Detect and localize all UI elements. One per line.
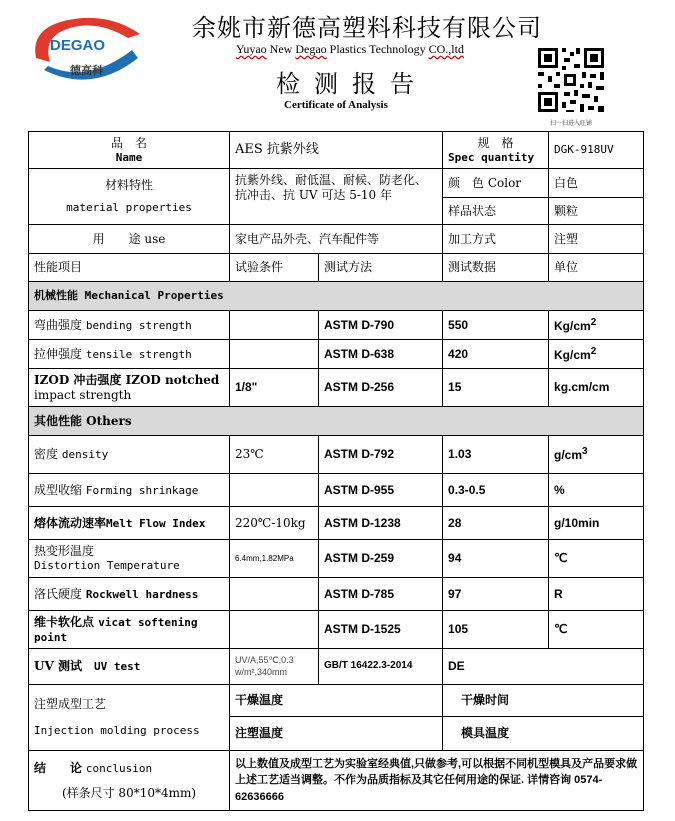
others-section-title: 其他性能 Others — [29, 407, 644, 436]
mold-temp-label: 模具温度 — [443, 717, 644, 751]
row-condition: 23℃ — [230, 436, 319, 474]
spec-label: 规 格 Spec quantity — [443, 132, 549, 169]
dry-temp-label: 干燥温度 — [230, 685, 443, 717]
row-value: DE — [443, 649, 644, 685]
use-label: 用 途 use — [29, 225, 230, 254]
row-method: ASTM D-785 — [319, 578, 443, 611]
conclusion-text: 以上数值及成型工艺为实验室经典值,只做参考,可以根据不同机型模具及产品要求做上述工艺适当调整。不作为品质指标及其它任何用途的保证. 详情咨询 0574-62636666 — [230, 751, 644, 811]
color-value: 白色 — [549, 169, 644, 198]
row-method: ASTM D-259 — [319, 540, 443, 578]
row-method: ASTM D-256 — [319, 369, 443, 407]
table-row — [29, 507, 644, 540]
col-data: 测试数据 — [443, 254, 549, 282]
row-label: 成型收缩 Forming shrinkage — [29, 474, 230, 507]
row-unit: $Kg/cm^2$ — [549, 340, 644, 369]
col-method: 测试方法 — [319, 254, 443, 282]
table-row — [29, 369, 644, 407]
row-label: 热变形温度 Distortion Temperature — [29, 540, 230, 578]
state-value: 颗粒 — [549, 198, 644, 225]
injection-row — [29, 685, 644, 717]
row-value: 420 — [443, 340, 549, 369]
row-label: 洛氏硬度 Rockwell hardness — [29, 578, 230, 611]
row-method: GB/T 16422.3-2014 — [319, 649, 443, 685]
row-label: 维卡软化点 vicat softening point — [29, 611, 230, 649]
conclusion-label: 结 论 conclusion (样条尺寸 80*10*4mm) — [29, 751, 230, 811]
row-unit: % — [549, 474, 644, 507]
mechanical-section-title: 机械性能 Mechanical Properties — [29, 282, 644, 311]
mechanical-section-row — [29, 282, 644, 311]
material-row — [29, 169, 644, 198]
row-unit: $g/cm^3$ — [549, 436, 644, 474]
table-row — [29, 436, 644, 474]
row-label: UV 测试 UV test — [29, 649, 230, 685]
row-method: ASTM D-790 — [319, 311, 443, 340]
material-label: 材料特性 material properties — [29, 169, 230, 225]
row-value: 105 — [443, 611, 549, 649]
row-condition — [230, 340, 319, 369]
row-unit: R — [549, 578, 644, 611]
row-method: ASTM D-792 — [319, 436, 443, 474]
company-name-cn: 余姚市新德高塑料科技有限公司 — [192, 14, 542, 42]
row-label: 弯曲强度 bending strength — [29, 311, 230, 340]
row-label: 密度 density — [29, 436, 230, 474]
row-value: 0.3-0.5 — [443, 474, 549, 507]
dry-time-label: 干燥时间 — [443, 685, 644, 717]
name-row — [29, 132, 644, 169]
process-label: 加工方式 — [443, 225, 549, 254]
row-condition — [230, 611, 319, 649]
row-label: 熔体流动速率Melt Flow Index — [29, 507, 230, 540]
use-value: 家电产品外壳、汽车配件等 — [230, 225, 443, 254]
row-value: 1.03 — [443, 436, 549, 474]
use-row — [29, 225, 644, 254]
row-unit: kg.cm/cm — [549, 369, 644, 407]
report-title: 检测报告 — [276, 70, 428, 98]
col-unit: 单位 — [549, 254, 644, 282]
conclusion-row — [29, 751, 644, 811]
table-row — [29, 578, 644, 611]
row-value: 15 — [443, 369, 549, 407]
row-value: 94 — [443, 540, 549, 578]
qr-code — [534, 44, 608, 128]
row-value: 28 — [443, 507, 549, 540]
row-unit: ℃ — [549, 611, 644, 649]
material-value: 抗紫外线、耐低温、耐候、防老化、抗冲击、抗 UV 可达 5-10 年 — [230, 169, 443, 225]
company-name-en: Yuyao New Degao Plastics Technology CO.,ltd — [236, 42, 464, 56]
row-condition — [230, 578, 319, 611]
row-method: ASTM D-638 — [319, 340, 443, 369]
name-value: AES 抗紫外线 — [230, 132, 443, 169]
row-condition: 1/8" — [230, 369, 319, 407]
row-condition — [230, 474, 319, 507]
injection-temp-label: 注塑温度 — [230, 717, 443, 751]
qr-caption: 扫一扫进入旺铺 — [549, 120, 592, 127]
table-row — [29, 311, 644, 340]
col-condition: 试验条件 — [230, 254, 319, 282]
logo-wordmark: DEGAO — [50, 37, 106, 54]
logo-caption: 德高科 — [70, 64, 103, 77]
table-row — [29, 474, 644, 507]
uv-row — [29, 649, 644, 685]
table-row — [29, 340, 644, 369]
row-unit: ℃ — [549, 540, 644, 578]
process-value: 注塑 — [549, 225, 644, 254]
state-label: 样品状态 — [443, 198, 549, 225]
row-condition: 220℃-10kg — [230, 507, 319, 540]
row-method: ASTM D-1525 — [319, 611, 443, 649]
table-row — [29, 611, 644, 649]
column-header-row — [29, 254, 644, 282]
spec-value: DGK-918UV — [549, 132, 644, 169]
col-item: 性能项目 — [29, 254, 230, 282]
row-condition: UV/A,55℃,0.3 w/m²,340mm — [230, 649, 319, 685]
row-label: 拉伸强度 tensile strength — [29, 340, 230, 369]
row-method: ASTM D-955 — [319, 474, 443, 507]
others-section-row — [29, 407, 644, 436]
row-method: ASTM D-1238 — [319, 507, 443, 540]
name-label: 品 名 Name — [29, 132, 230, 169]
row-condition: 6.4mm,1.82MPa — [230, 540, 319, 578]
row-unit: $Kg/cm^2$ — [549, 311, 644, 340]
injection-label: 注塑成型工艺 Injection molding process — [29, 685, 230, 751]
certificate-subtitle: Certificate of Analysis — [284, 99, 388, 111]
row-value: 97 — [443, 578, 549, 611]
row-label: IZOD 冲击强度 IZOD notched impact strength — [29, 369, 230, 407]
row-value: 550 — [443, 311, 549, 340]
row-condition — [230, 311, 319, 340]
color-label: 颜 色 Color — [443, 169, 549, 198]
table-row — [29, 540, 644, 578]
row-unit: g/10min — [549, 507, 644, 540]
analysis-table — [28, 131, 644, 811]
